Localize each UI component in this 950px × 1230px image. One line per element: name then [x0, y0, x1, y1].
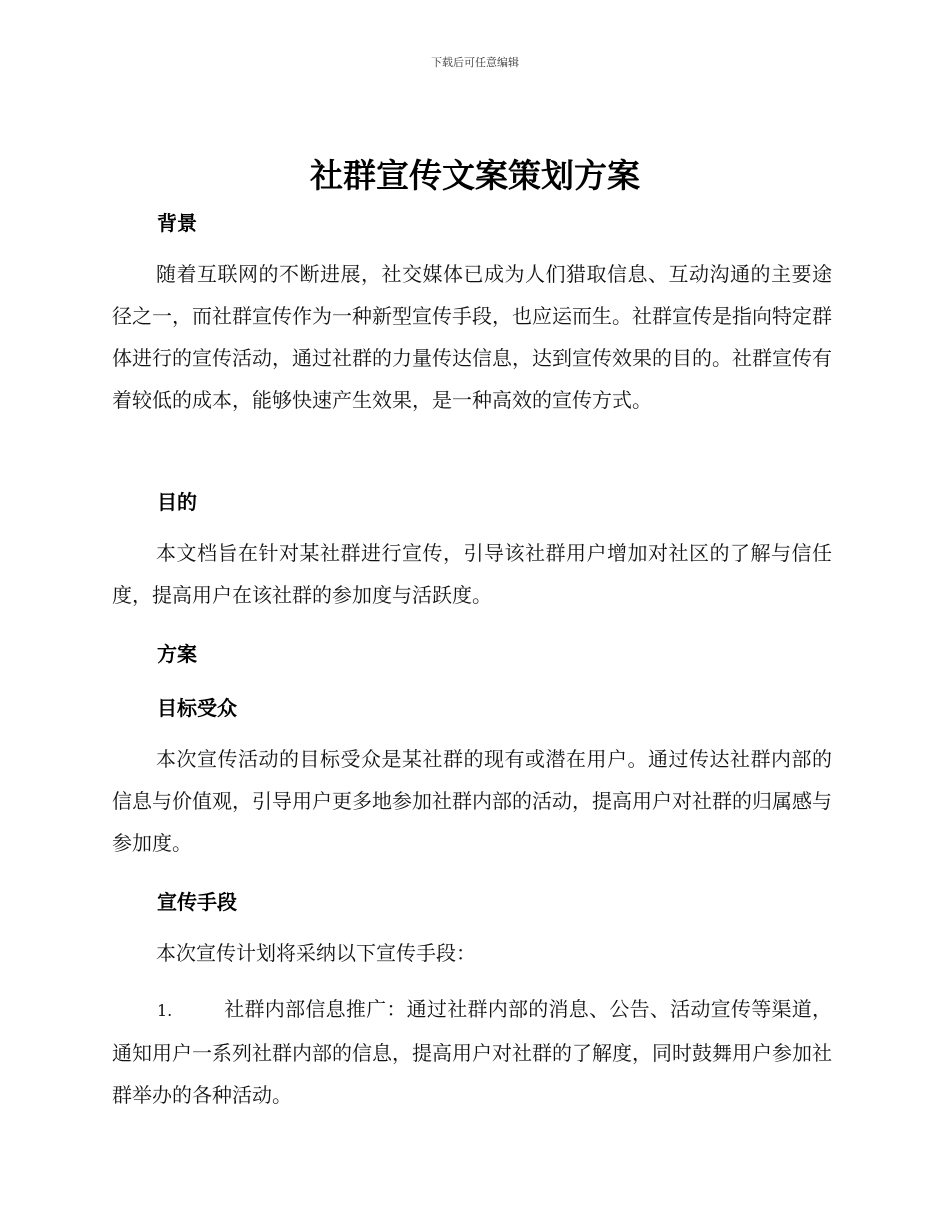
header-note: 下载后可任意编辑 [431, 56, 519, 69]
document-title: 社群宣传文案策划方案 [310, 156, 640, 195]
heading-promotion-means: 宣传手段 [157, 890, 237, 914]
heading-purpose: 目的 [157, 490, 197, 514]
paragraph-promotion-intro: 本次宣传计划将采纳以下宣传手段： [156, 941, 476, 965]
heading-background: 背景 [157, 211, 197, 235]
paragraph-target-audience: 本次宣传活动的目标受众是某社群的现有或潜在用户。通过传达社群内部的信息与价值观，引导用户更多地参加社群内部的活动，提高用户对社群的归属感与参加度。 [112, 747, 832, 855]
paragraph-purpose: 本文档旨在针对某社群进行宣传，引导该社群用户增加对社区的了解与信任度，提高用户在该社群的参加度与活跃度。 [112, 541, 832, 607]
list-item-text: 社群内部信息推广：通过社群内部的消息、公告、活动宣传等渠道，通知用户一系列社群内部的信息，提高用户对社群的了解度，同时鼓舞用户参加社群举办的各种活动。 [112, 997, 832, 1107]
list-item [112, 988, 832, 1116]
paragraph-background: 随着互联网的不断进展，社交媒体已成为人们猎取信息、互动沟通的主要途径之一，而社群宣传作为一种新型宣传手段，也应运而生。社群宣传是指向特定群体进行的宣传活动，通过社群的力量传达信息，达到宣传效果的目的。社群宣传有着较低的成本，能够快速产生效果，是一种高效的宣传方式。 [112, 262, 832, 412]
list-item-number: 1. [157, 1001, 173, 1020]
heading-plan: 方案 [157, 642, 197, 666]
heading-target-audience: 目标受众 [157, 696, 237, 720]
